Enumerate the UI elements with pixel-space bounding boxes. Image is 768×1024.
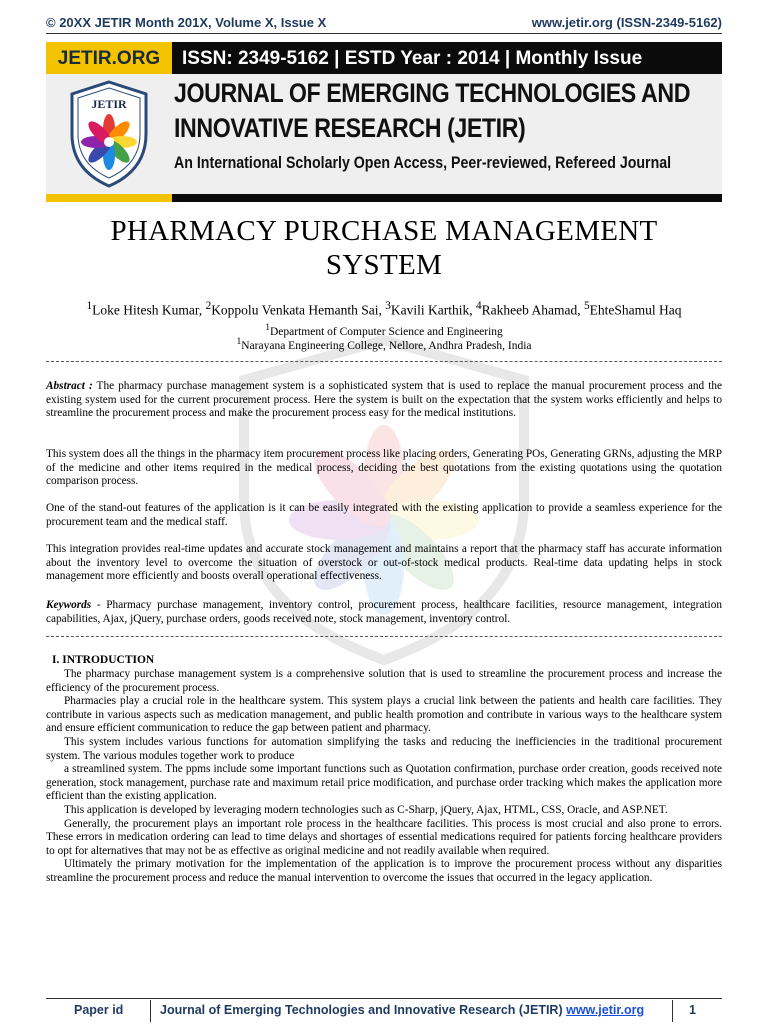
journal-banner (46, 42, 722, 202)
svg-text:JETIR: JETIR (91, 97, 127, 111)
author-name: Kavili Karthik, (390, 302, 477, 318)
author-sup: 2 (205, 300, 212, 312)
footer-journal (160, 1003, 644, 1017)
page-number: 1 (689, 1003, 696, 1017)
issn-line: ISSN: 2349-5162 | ESTD Year : 2014 | Monthly Issue (172, 42, 722, 74)
paper-title-line-1: PHARMACY PURCHASE MANAGEMENT (110, 215, 658, 247)
footer-paper-id: Paper id (74, 1003, 124, 1017)
header-site-issn: www.jetir.org (ISSN-2349-5162) (531, 15, 722, 30)
separator-rule (46, 636, 722, 637)
footer-divider (150, 1000, 151, 1022)
keywords-label: Keywords (46, 599, 92, 611)
footer-rule (46, 998, 722, 999)
paper-title-line-2: SYSTEM (325, 249, 443, 281)
separator-rule (46, 361, 722, 362)
site-label: JETIR.ORG (46, 42, 172, 74)
section-heading-introduction: I. INTRODUCTION (52, 654, 155, 666)
abstract-paragraph (46, 380, 722, 421)
abstract-label: Abstract : (46, 380, 93, 392)
affiliation-sup: 1 (265, 322, 270, 333)
affiliation-text: Department of Computer Science and Engineering (270, 325, 503, 338)
keywords-paragraph (46, 599, 722, 626)
header-rule (46, 33, 722, 34)
author-sup: 4 (476, 300, 482, 312)
affiliation-text: Narayana Engineering College, Nellore, Andhra Pradesh, India (241, 339, 532, 352)
jetir-logo-icon (64, 78, 154, 190)
journal-title-line-2: INNOVATIVE RESEARCH (JETIR) (174, 113, 526, 143)
author-name: Koppolu Venkata Hemanth Sai, (211, 302, 386, 318)
paper-title (46, 214, 722, 282)
intro-paragraph: Pharmacies play a crucial role in the healthcare system. This system plays a crucial link between the patients and health care facilities. They contribute in various aspects such as medication management, and public health promotion and contribute in various ways to the healthcare system and ensure efficient communication to reduce the gap between patient and pharmacy. (46, 695, 722, 735)
journal-title (174, 76, 690, 146)
footer-journal-name: Journal of Emerging Technologies and Innovative Research (JETIR) (160, 1003, 567, 1017)
affiliation-college (46, 336, 722, 352)
journal-subtitle: An International Scholarly Open Access, Peer-reviewed, Refereed Journal (174, 154, 672, 172)
running-footer (46, 1000, 722, 1022)
banner-bottom-accent (46, 194, 172, 202)
author-list (46, 300, 722, 319)
intro-paragraph: This application is developed by leveraging modern technologies such as C-Sharp, jQuery, Ajax, HTML, CSS, Oracle, and ASP.NET. (64, 803, 668, 816)
banner-body (46, 74, 722, 194)
author-name: EhteShamul Haq (589, 302, 682, 318)
intro-paragraph: This system includes various functions for automation simplifying the tasks and reducing the inefficiencies in the traditional procurement system. The various modules together work to produce (46, 735, 722, 762)
abstract-paragraph-3: One of the stand-out features of the application is it can be easily integrated with the existing application to provide a seamless experience for the procurement team and the medical staff. (46, 502, 722, 528)
header-issue-info: © 20XX JETIR Month 201X, Volume X, Issue X (46, 15, 327, 30)
author-name: Rakheeb Ahamad, (481, 302, 585, 318)
footer-site-link[interactable]: www.jetir.org (566, 1003, 645, 1017)
footer-divider (672, 1000, 673, 1022)
author-sup: 1 (86, 300, 93, 312)
abstract-paragraph-2: This system does all the things in the pharmacy item procurement process like placing orders, Generating POs, Generating GRNs, adjusting the MRP of the medicine and other items required in the medical process, deciding the best quotations from the existing quotations using the quotation comparison process. (46, 448, 722, 488)
author-sup: 3 (385, 300, 391, 312)
introduction-body (46, 668, 722, 886)
affiliation-sup: 1 (236, 336, 242, 347)
intro-paragraph: The pharmacy purchase management system is a comprehensive solution that is used to streamline the procurement process and increase the efficiency of the procurement process. (46, 668, 722, 694)
journal-title-line-1: JOURNAL OF EMERGING TECHNOLOGIES AND (174, 78, 691, 108)
abstract-text: The pharmacy purchase management system is a sophisticated system that is used to replace the manual procurement process and the existing system used for the current procurement process. Here the system is built on the expectation that the system works efficiently and helps to streamline the procurement process and make the procurement process easy for the medical institutions. (46, 380, 722, 420)
author-sup: 5 (584, 300, 590, 312)
intro-paragraph: a streamlined system. The ppms include some important functions such as Quotation confirmation, purchase order creation, goods received note generation, stock management, purchase rate and maximum retail price modification, and purchase order tracking which makes the application more efficient than the existing application. (46, 763, 722, 803)
intro-paragraph: Ultimately the primary motivation for the implementation of the application is to improve the procurement process without any disparities streamline the procurement process and reduce the manual intervention to overcome the issues that occurred in the legacy application. (46, 858, 722, 884)
intro-paragraph: Generally, the procurement plays an important role process in the healthcare facilities. This process is most crucial and also prone to errors. These errors in medication ordering can lead to time delays and shortages of essential medications required for patients forcing healthcare providers to opt for alternatives that may not be as effective as original medicine and not readily available when required. (46, 817, 722, 857)
author-name: Loke Hitesh Kumar, (92, 302, 206, 318)
keywords-text: - Pharmacy purchase management, inventory control, procurement process, healthcare facilities, resource management, integration capabilities, Ajax, jQuery, purchase orders, goods received note, stock management, inventory control. (46, 599, 722, 625)
abstract-paragraph-4: This integration provides real-time updates and accurate stock management and maintains a report that the pharmacy staff has accurate information about the inventory level to overcome the situation of overstock or out-of-stock medical products. Real-time data updating helps in stock management more efficiently and boosts overall operational effectiveness. (46, 543, 722, 583)
running-header (46, 12, 722, 32)
